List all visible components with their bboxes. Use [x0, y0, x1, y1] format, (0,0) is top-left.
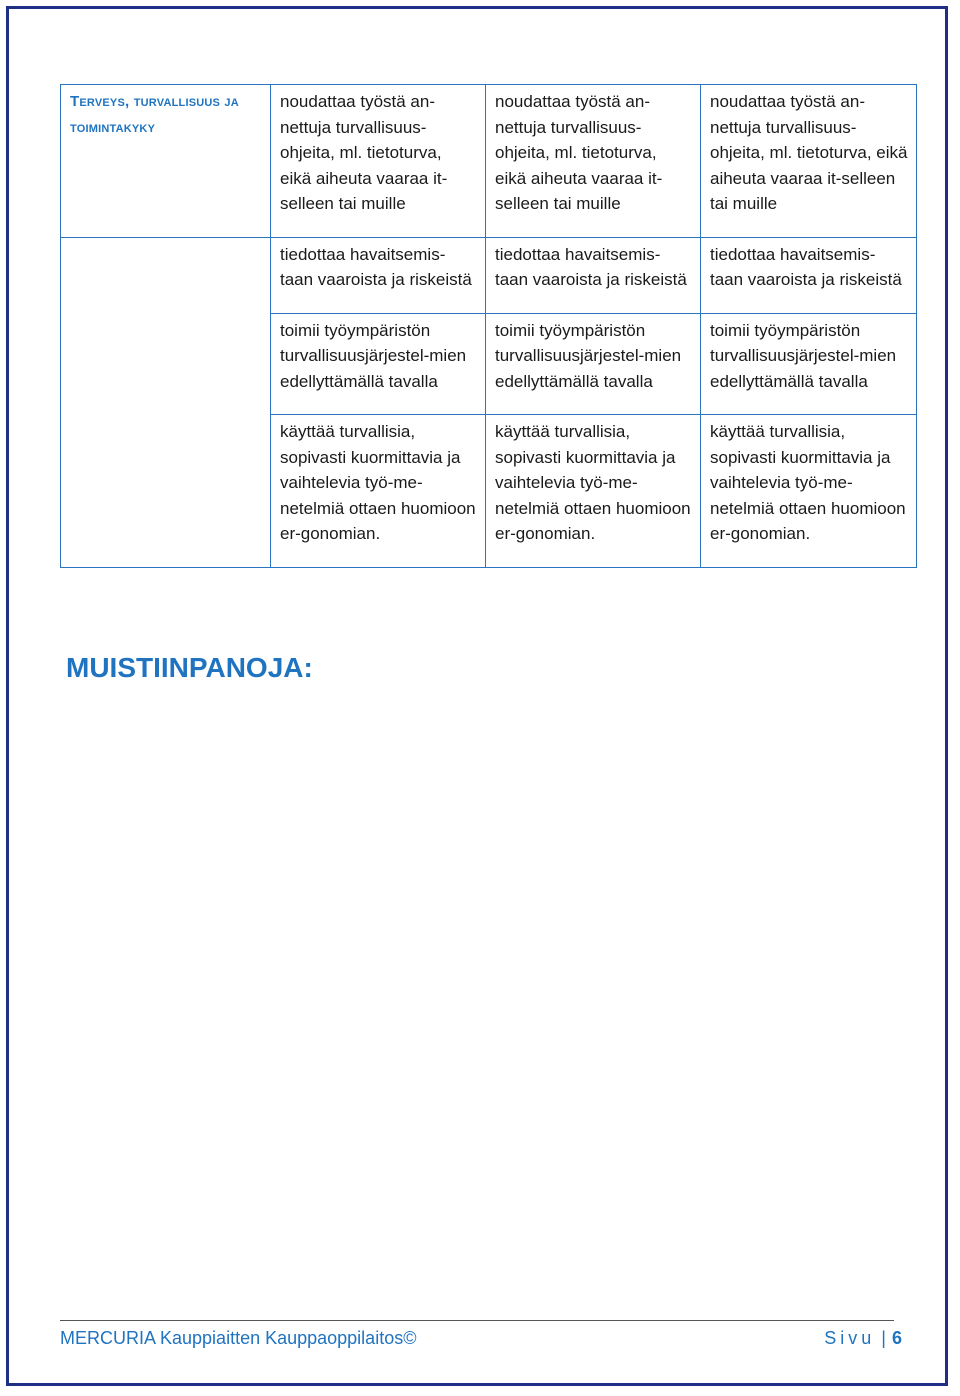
criterion-cell: toimii työympäristön turvallisuusjärjestel-mien edellyttämällä tavalla: [701, 313, 917, 415]
criterion-cell: käyttää turvallisia, sopivasti kuormittavia ja vaihtelevia työ-me-netelmiä ottaen huomioon er-gonomian.: [486, 415, 701, 568]
criterion-cell: tiedottaa havaitsemis-taan vaaroista ja riskeistä: [701, 237, 917, 313]
footer-rule: [60, 1320, 894, 1321]
category-label: Terveys, turvallisuus ja toimintakyky: [70, 93, 239, 136]
criterion-cell: tiedottaa havaitsemis-taan vaaroista ja riskeistä: [486, 237, 701, 313]
category-cell: [61, 313, 271, 415]
criterion-cell: käyttää turvallisia, sopivasti kuormittavia ja vaihtelevia työ-me-netelmiä ottaen huomioon er-gonomian.: [701, 415, 917, 568]
footer-school-name: MERCURIA Kauppiaitten Kauppaoppilaitos©: [60, 1328, 417, 1348]
assessment-table: [60, 84, 917, 568]
criterion-cell: noudattaa työstä an-nettuja turvallisuus-ohjeita, ml. tietoturva, eikä aiheuta vaaraa it-selleen tai muille: [701, 85, 917, 238]
table-row: [61, 415, 917, 568]
category-cell: [61, 237, 271, 313]
table-row: [61, 313, 917, 415]
criterion-cell: toimii työympäristön turvallisuusjärjestel-mien edellyttämällä tavalla: [486, 313, 701, 415]
table-row: [61, 85, 917, 238]
footer-separator: |: [881, 1328, 886, 1348]
criterion-cell: noudattaa työstä an-nettuja turvallisuus-ohjeita, ml. tietoturva, eikä aiheuta vaaraa it-selleen tai muille: [486, 85, 701, 238]
criterion-cell: toimii työympäristön turvallisuusjärjestel-mien edellyttämällä tavalla: [271, 313, 486, 415]
criterion-cell: käyttää turvallisia, sopivasti kuormittavia ja vaihtelevia työ-me-netelmiä ottaen huomioon er-gonomian.: [271, 415, 486, 568]
category-cell: [61, 415, 271, 568]
category-cell: [61, 85, 271, 238]
criterion-cell: tiedottaa havaitsemis-taan vaaroista ja riskeistä: [271, 237, 486, 313]
notes-heading: MUISTIINPANOJA:: [66, 652, 313, 683]
footer-page-number: 6: [891, 1328, 902, 1348]
footer-page-indicator: [824, 1328, 902, 1349]
criterion-cell: noudattaa työstä an-nettuja turvallisuus-ohjeita, ml. tietoturva, eikä aiheuta vaaraa it-selleen tai muille: [271, 85, 486, 238]
table-row: [61, 237, 917, 313]
footer-sivu-label: Sivu: [824, 1328, 876, 1348]
